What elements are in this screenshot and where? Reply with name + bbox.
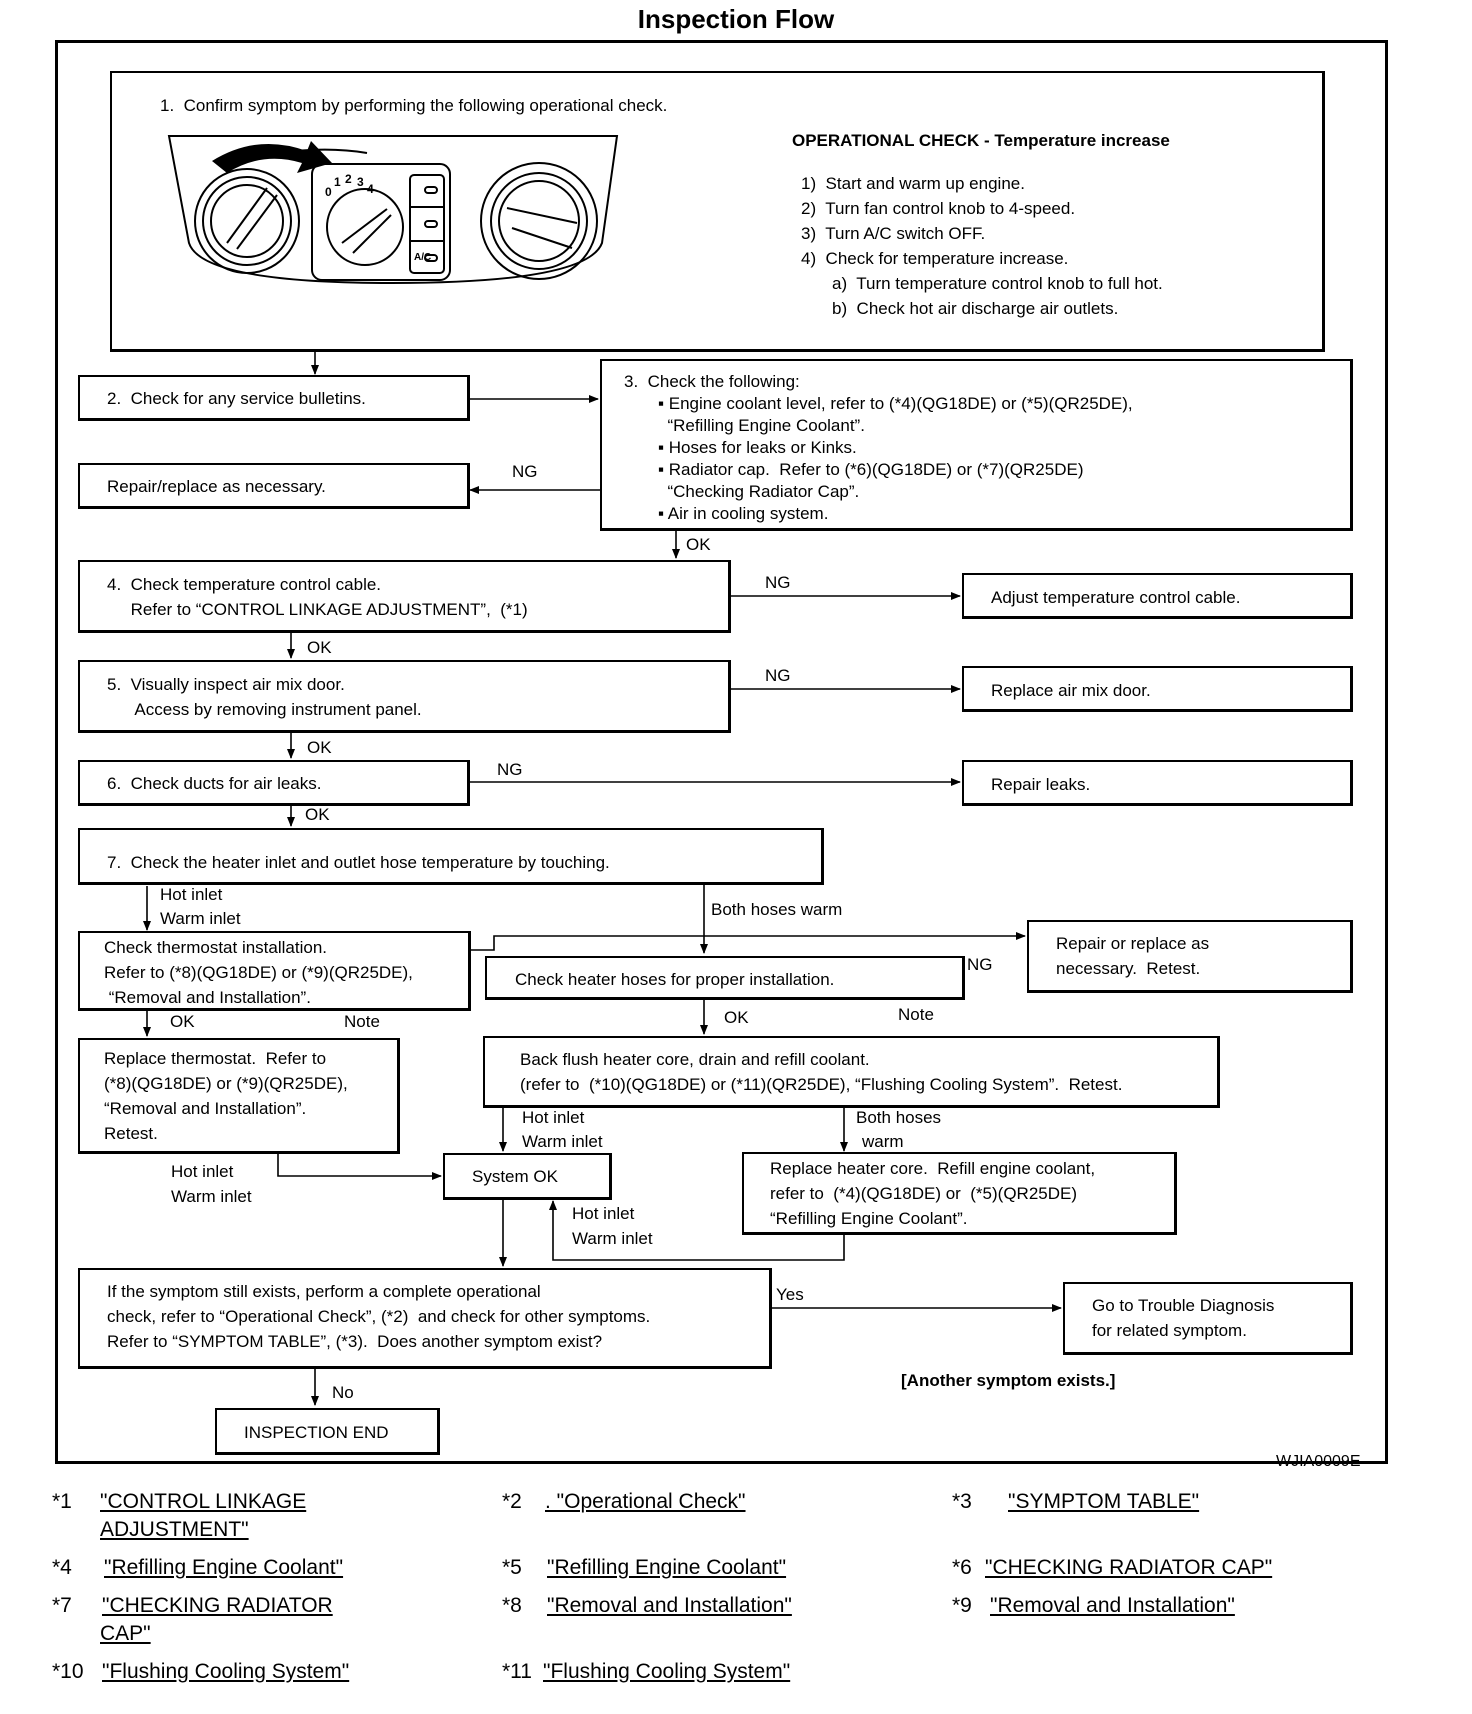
svg-text:4: 4 [367,182,374,196]
ng-label: NG [765,666,791,685]
footnote-link-11[interactable]: "Flushing Cooling System" [543,1660,791,1683]
hot-inlet-label: Hot inlet [572,1204,635,1223]
figure-id: WJIA0009E [1276,1453,1361,1470]
footnote-link-9[interactable]: "Removal and Installation" [990,1594,1235,1617]
repair-replace-retest-box [1027,920,1353,993]
footnote-link-7[interactable]: "CHECKING RADIATOR [102,1594,333,1617]
step1-text: 1. Confirm symptom by performing the following operational check. [160,96,668,115]
hot-inlet-label: Hot inlet [171,1162,234,1181]
step6-box [78,760,470,806]
final-check-box [78,1268,772,1369]
back-flush-text: (refer to (*10)(QG18DE) or (*11)(QR25DE), “Flushing Cooling System”. Retest. [520,1075,1123,1094]
warm-inlet-label: Warm inlet [522,1132,603,1151]
replace-heater-core-text: Replace heater core. Refill engine coolant, [770,1159,1096,1178]
replace-thermostat-text: Retest. [104,1124,158,1143]
ok-label: OK [724,1008,749,1027]
both-hoses-label: Both hoses [856,1108,942,1127]
replace-thermostat-text: “Removal and Installation”. [104,1099,307,1118]
ok-label: OK [307,738,332,757]
footnote-ref: *1 [52,1490,72,1513]
hot-inlet-label: Hot inlet [160,885,223,904]
another-symptom-note: [Another symptom exists.] [901,1371,1116,1390]
back-flush-box [483,1036,1220,1108]
inspection-end-text: INSPECTION END [244,1423,389,1442]
svg-text:1: 1 [334,175,341,189]
note-label: Note [344,1012,380,1031]
replace-thermostat-text: (*8)(QG18DE) or (*9)(QR25DE), [104,1074,348,1093]
no-label: No [332,1383,354,1402]
footnote-ref: *9 [952,1594,972,1617]
both-hoses-warm-label: Both hoses warm [711,900,843,919]
footnote-ref: *3 [952,1490,972,1513]
thermostat-check-text: Check thermostat installation. [104,938,327,957]
step5-text: Access by removing instrument panel. [107,700,422,719]
ok-label: OK [170,1012,195,1031]
step1-box [110,71,1325,352]
ac-button-label: A/C [414,252,432,263]
footnote-link-7-cont[interactable]: CAP" [100,1622,151,1645]
step4-ng-text: Adjust temperature control cable. [991,588,1241,607]
footnote-ref: *7 [52,1594,72,1617]
step4-ng-box [962,573,1353,619]
step3-bullet: “Checking Radiator Cap”. [658,482,860,501]
step2-box [78,375,470,421]
ng-label: NG [967,955,993,974]
ng-label: NG [765,573,791,592]
final-check-text: check, refer to “Operational Check”, (*2) and check for other symptoms. [107,1307,651,1326]
trouble-diagnosis-text: Go to Trouble Diagnosis [1092,1296,1275,1315]
step4-text: Refer to “CONTROL LINKAGE ADJUSTMENT”, (*1) [107,600,528,619]
svg-text:3: 3 [357,175,364,189]
back-flush-text: Back flush heater core, drain and refill coolant. [520,1050,870,1069]
step5-ng-text: Replace air mix door. [991,681,1151,700]
footnote-link-5[interactable]: "Refilling Engine Coolant" [547,1556,787,1579]
ok-label: OK [307,638,332,657]
footnote-ref: *11 [502,1660,532,1683]
ng-label: NG [497,760,523,779]
footnote-link-1-cont[interactable]: ADJUSTMENT" [100,1518,249,1541]
trouble-diagnosis-text: for related symptom. [1092,1321,1247,1340]
replace-thermostat-text: Replace thermostat. Refer to [104,1049,327,1068]
ok-label: OK [686,535,711,554]
operational-check-heading: OPERATIONAL CHECK - Temperature increase [792,131,1170,150]
op-check-item: 3) Turn A/C switch OFF. [801,224,986,243]
step3-box [600,359,1353,531]
footnote-ref: *2 [502,1490,522,1513]
repair-replace-text: Repair or replace as [1056,934,1210,953]
footnote-ref: *5 [502,1556,522,1579]
warm-inlet-label: Warm inlet [572,1229,653,1248]
trouble-diagnosis-box [1063,1282,1353,1355]
step3-bullet: ▪ Engine coolant level, refer to (*4)(QG18DE) or (*5)(QR25DE), [658,394,1133,413]
step5-box [78,660,731,733]
step6-ng-box [962,760,1353,806]
step5-ng-box [962,666,1353,712]
yes-label: Yes [776,1285,804,1304]
step7-box [78,828,824,885]
step2-text: 2. Check for any service bulletins. [107,389,366,408]
replace-thermostat-box [78,1038,400,1154]
step6-ng-text: Repair leaks. [991,775,1091,794]
fan-speed-0: 0 [325,185,332,199]
step2-ng-box [78,463,470,509]
ng-label: NG [512,462,538,481]
footnote-link-1[interactable]: "CONTROL LINKAGE [100,1490,307,1513]
ac-control-panel-illustration [167,133,622,293]
step3-text: 3. Check the following: [624,372,800,391]
warm-inlet-label: Warm inlet [160,909,241,928]
step2-ng-text: Repair/replace as necessary. [107,477,326,496]
footnote-link-4[interactable]: "Refilling Engine Coolant" [104,1556,344,1579]
step3-bullet: ▪ Air in cooling system. [658,504,829,523]
step5-text: 5. Visually inspect air mix door. [107,675,345,694]
step4-box [78,560,731,633]
op-check-item: 1) Start and warm up engine. [801,174,1025,193]
page-title: Inspection Flow [637,4,835,34]
footnote-link-8[interactable]: "Removal and Installation" [547,1594,792,1617]
op-check-subitem: b) Check hot air discharge air outlets. [832,299,1119,318]
step3-bullet: ▪ Radiator cap. Refer to (*6)(QG18DE) or (*7)(QR25DE) [658,460,1084,479]
final-check-text: If the symptom still exists, perform a complete operational [107,1282,541,1301]
replace-heater-core-text: refer to (*4)(QG18DE) or (*5)(QR25DE) [770,1184,1078,1203]
ok-label: OK [305,805,330,824]
warm-inlet-label: Warm inlet [171,1187,252,1206]
op-check-item: 2) Turn fan control knob to 4-speed. [801,199,1076,218]
heater-hoses-check-text: Check heater hoses for proper installation. [515,970,835,989]
footnote-ref: *4 [52,1556,72,1579]
footnote-ref: *6 [952,1556,972,1579]
footnote-ref: *10 [52,1660,84,1683]
warm-label: warm [862,1132,904,1151]
thermostat-check-text: Refer to (*8)(QG18DE) or (*9)(QR25DE), [104,963,413,982]
op-check-subitem: a) Turn temperature control knob to full hot. [832,274,1163,293]
footnote-ref: *8 [502,1594,522,1617]
replace-heater-core-box [742,1152,1177,1235]
heater-hoses-check-box [485,956,965,1000]
thermostat-check-text: “Removal and Installation”. [104,988,311,1007]
step3-bullet: “Refilling Engine Coolant”. [658,416,865,435]
step3-bullet: ▪ Hoses for leaks or Kinks. [658,438,857,457]
system-ok-text: System OK [472,1167,558,1186]
final-check-text: Refer to “SYMPTOM TABLE”, (*3). Does another symptom exist? [107,1332,603,1351]
step4-text: 4. Check temperature control cable. [107,575,382,594]
replace-heater-core-text: “Refilling Engine Coolant”. [770,1209,968,1228]
footnote-link-6[interactable]: "CHECKING RADIATOR CAP" [985,1556,1273,1579]
step6-text: 6. Check ducts for air leaks. [107,774,322,793]
repair-replace-text: necessary. Retest. [1056,959,1201,978]
hot-inlet-label: Hot inlet [522,1108,585,1127]
thermostat-check-box [78,931,471,1011]
footnote-link-3[interactable]: "SYMPTOM TABLE" [1008,1490,1200,1513]
op-check-item: 4) Check for temperature increase. [801,249,1069,268]
step7-text: 7. Check the heater inlet and outlet hose temperature by touching. [107,853,610,872]
note-label: Note [898,1005,934,1024]
footnote-link-2[interactable]: . "Operational Check" [545,1490,746,1513]
system-ok-box [443,1153,612,1200]
footnote-link-10[interactable]: "Flushing Cooling System" [102,1660,350,1683]
inspection-end-box [215,1408,440,1455]
svg-text:2: 2 [345,172,352,186]
